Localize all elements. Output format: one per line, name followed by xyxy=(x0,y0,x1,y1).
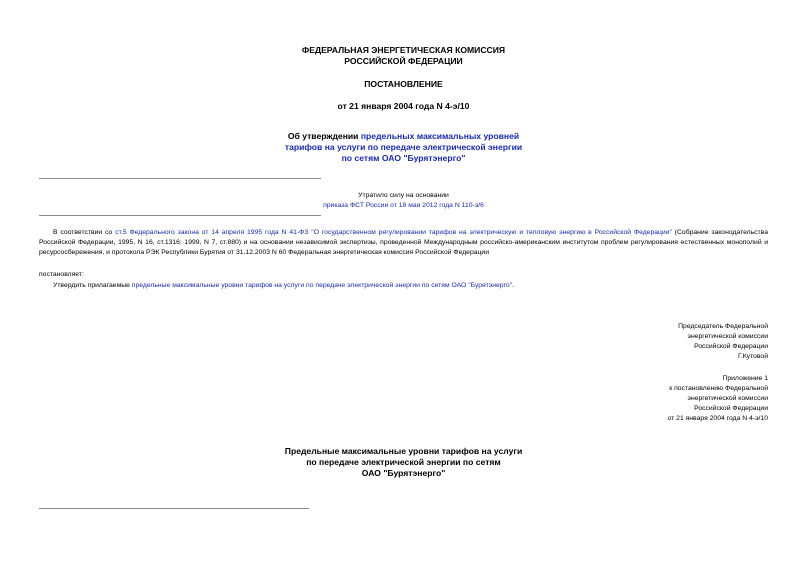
decree-appendix-link[interactable]: предельные максимальные уровни тарифов на услуги по передаче электрической энергии по сетям ОАО "Бурятэнерго" xyxy=(131,282,513,289)
signature-line2: энергетической комиссии xyxy=(687,333,768,340)
preamble-rest: (Собрание законодательства Российской Федерации, 1995, N 16, ст.1316; 1999, N 7, ст.880) и на основании независимой экспертизы, проведенной Международным российско-американским институтом проблем регулирования естественных монополий и ресурсосбережения, и протокола РЭК Республики Бурятия от 31.12.2003 N 60 Федеральная энергетическая комиссия Российской Федерации xyxy=(39,229,768,256)
preamble-law-link[interactable]: ст.5 Федерального закона от 14 апреля 1995 года N 41-ФЗ "О государственном регулировании тарифов на электрическую и тепловую энергию в Российской Федерации" xyxy=(115,229,672,236)
appendix-line2: к постановлению Федеральной xyxy=(669,385,768,392)
doc-title-link-part3[interactable]: по сетям ОАО "Бурятэнерго" xyxy=(341,153,466,163)
doc-title-prefix: Об утверждении xyxy=(287,131,361,141)
appendix-title-line2: по передаче электрической энергии по сетям xyxy=(306,457,501,467)
appendix-line5: от 21 января 2004 года N 4-э/10 xyxy=(667,415,768,422)
doc-type: ПОСТАНОВЛЕНИЕ xyxy=(364,79,443,89)
divider-top xyxy=(39,178,321,179)
doc-title-link-part1[interactable]: предельных максимальных уровней xyxy=(360,131,520,141)
decree-paragraph xyxy=(39,281,768,291)
appendix-title-line3: ОАО "Бурятэнерго" xyxy=(361,468,446,478)
appendix-line3: энергетической комиссии xyxy=(687,395,768,402)
decree-word: постановляет: xyxy=(39,271,84,278)
divider-bottom xyxy=(39,508,309,509)
signature-name: Г.Кутовой xyxy=(737,353,768,360)
preamble-paragraph xyxy=(39,228,768,258)
doc-date-number: от 21 января 2004 года N 4-э/10 xyxy=(337,101,470,111)
signature-line1: Председатель Федеральной xyxy=(678,323,768,330)
org-name-line1: ФЕДЕРАЛЬНАЯ ЭНЕРГЕТИЧЕСКАЯ КОМИССИЯ xyxy=(301,45,506,55)
signature-block xyxy=(468,322,768,362)
preamble-prefix: В соответствии со xyxy=(53,229,116,236)
signature-line3: Российской Федерации xyxy=(694,343,768,350)
doc-title-line1 xyxy=(0,131,807,142)
appendix-line4: Российской Федерации xyxy=(694,405,768,412)
divider-status xyxy=(39,215,321,216)
appendix-block xyxy=(468,374,768,424)
decree-prefix: Утвердить прилагаемые xyxy=(53,282,132,289)
decree-suffix: . xyxy=(512,282,514,289)
status-link[interactable]: приказа ФСТ России от 18 мая 2012 года N 110-э/6 xyxy=(323,202,484,209)
org-name-line2: РОССИЙСКОЙ ФЕДЕРАЦИИ xyxy=(344,56,463,66)
appendix-title-line1: Предельные максимальные уровни тарифов на услуги xyxy=(284,446,523,456)
appendix-line1: Приложение 1 xyxy=(722,375,768,382)
status-text: Утратило силу на основании xyxy=(358,192,449,199)
doc-title-link-part2[interactable]: тарифов на услуги по передаче электрической энергии xyxy=(284,142,523,152)
